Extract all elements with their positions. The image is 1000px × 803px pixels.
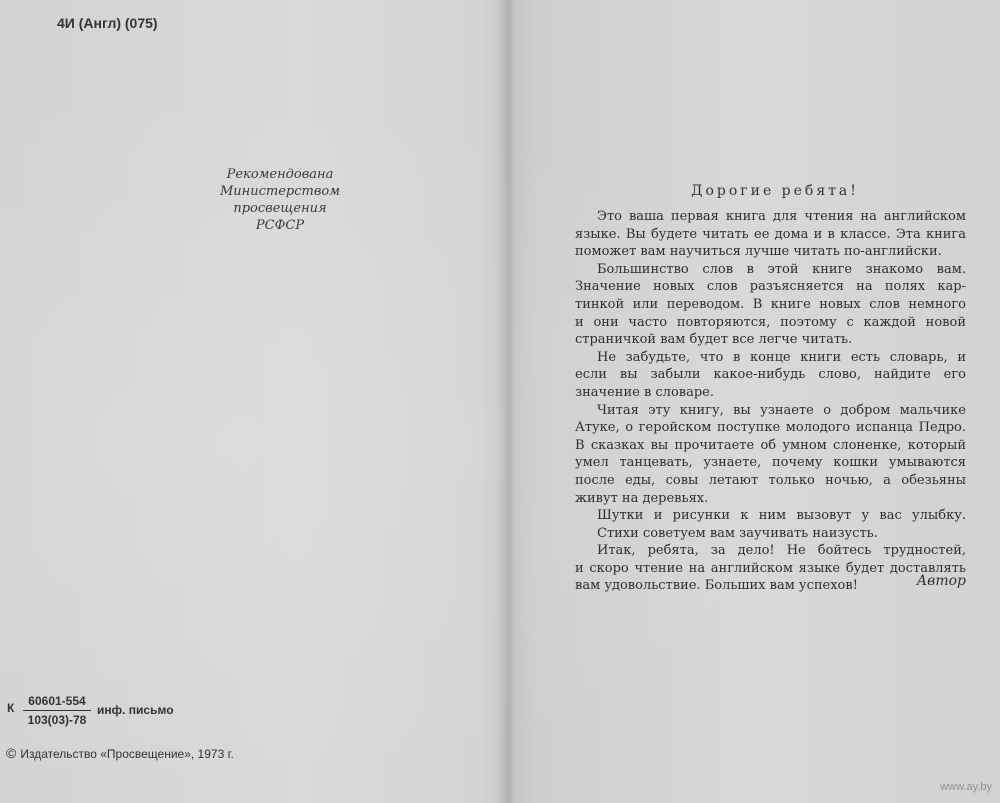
text-line: Значение новых слов разъясняется на полях кар- — [575, 279, 966, 295]
text-line: Это ваша первая книга для чтения на английском — [597, 209, 966, 224]
text-line: и они часто повторяются, поэтому с каждой новой — [575, 314, 966, 330]
copyright-icon: © — [6, 745, 17, 761]
text-line: если вы забыли какое-нибудь слово, найдите его — [575, 367, 966, 383]
text-line: Итак, ребята, за дело! Не бойтесь трудностей, — [597, 543, 966, 559]
text-line: Не забудьте, что в конце книги есть словарь, и — [597, 349, 966, 365]
text-line: тинкой или переводом. В книге новых слов немного — [575, 296, 966, 312]
text-line: Большинство слов в этой книге знакомо вам. — [597, 261, 966, 277]
text-line: Атуке, о геройском поступке молодого испанца Педро. — [575, 420, 966, 436]
text-line: значение в словаре. — [575, 384, 714, 400]
catalog-fraction — [23, 694, 91, 727]
text-line: после еды, совы летают только ночью, а обезьяны — [575, 472, 966, 488]
watermark: www.ay.by — [940, 781, 992, 793]
recommendation-block — [180, 166, 380, 234]
series-code: 4И (Англ) (075) — [57, 15, 158, 31]
recommendation-line: Министерством просвещения — [219, 184, 341, 216]
copyright-line — [6, 745, 234, 761]
text-line: живут на деревьях. — [575, 490, 709, 506]
recommendation-line: РСФСР — [255, 218, 305, 233]
text-line: вам удовольствие. Больших вам успехов! — [575, 578, 858, 594]
text-line: и скоро чтение на английском языке будет доставлять — [575, 560, 966, 576]
right-page — [505, 0, 1000, 803]
catalog-numerator: 60601-554 — [23, 694, 91, 711]
text-line: Читая эту книгу, вы узнаете о добром мальчике — [597, 402, 966, 418]
text-line: страничкой вам будет все легче читать. — [575, 332, 853, 348]
recommendation-line: Рекомендована — [226, 167, 334, 182]
text-line: В сказках вы прочитаете об умном слоненке, который — [575, 437, 966, 453]
copyright-text: Издательство «Просвещение», 1973 г. — [20, 747, 234, 761]
author-signature: Автор — [916, 573, 966, 589]
text-line: языке. Вы будете читать ее дома и в классе. Эта книга — [575, 226, 966, 242]
text-line: умел танцевать, узнаете, почему кошки умываются — [575, 455, 966, 471]
page-heading: Дорогие ребята! — [691, 183, 859, 199]
text-line: поможет вам научиться лучше читать по-английски. — [575, 244, 942, 260]
text-line: Стихи советуем вам заучивать наизусть. — [597, 525, 878, 541]
body-text — [575, 208, 966, 595]
catalog-note: инф. письмо — [97, 703, 174, 717]
catalog-prefix: К — [7, 701, 15, 715]
text-line: Шутки и рисунки к ним вызовут у вас улыбку. — [597, 508, 966, 524]
catalog-denominator: 103(03)-78 — [27, 713, 87, 727]
